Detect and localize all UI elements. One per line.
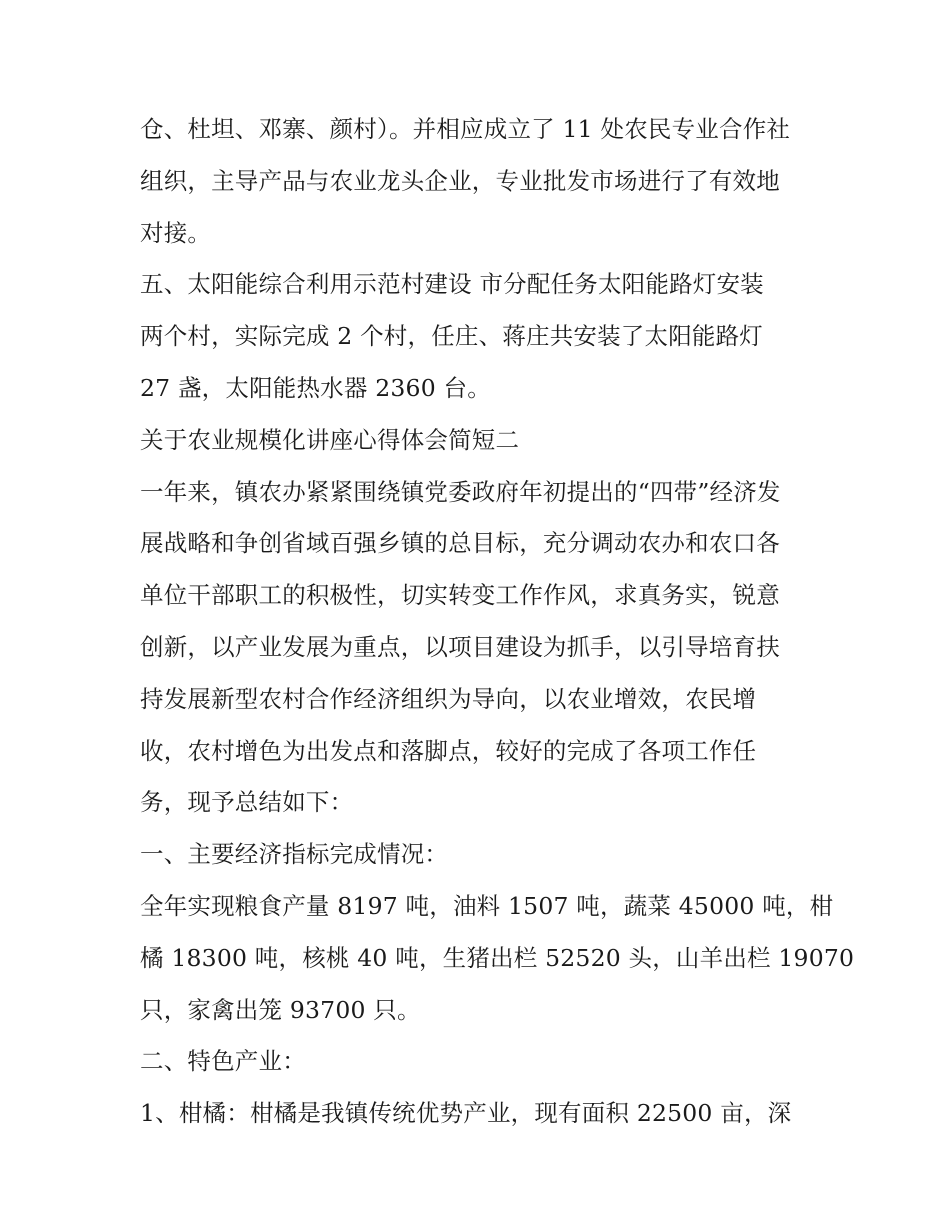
text-line: 对接。 <box>140 218 212 247</box>
text-line: 单位干部职工的积极性，切实转变工作作风，求真务实，锐意 <box>140 581 780 610</box>
text-line: 收，农村增色为出发点和落脚点，较好的完成了各项工作任 <box>140 736 757 765</box>
text-line: 创新，以产业发展为重点，以项目建设为抓手，以引导培育扶 <box>140 632 780 661</box>
text-line: 1、柑橘：柑橘是我镇传统优势产业，现有面积 22500 亩，深 <box>140 1099 792 1128</box>
document-title: 关于农业规模化讲座心得体会简短二 <box>140 425 520 454</box>
text-line: 组织，主导产品与农业龙头企业，专业批发市场进行了有效地 <box>140 166 780 195</box>
section-heading-two: 二、特色产业： <box>140 1047 306 1076</box>
document-body <box>140 104 855 1140</box>
text-line: 只，家禽出笼 93700 只。 <box>140 995 421 1024</box>
text-line: 橘 18300 吨，核桃 40 吨，生猪出栏 52520 头，山羊出栏 19070 <box>140 943 855 972</box>
text-line: 全年实现粮食产量 8197 吨，油料 1507 吨，蔬菜 45000 吨，柑 <box>140 891 834 920</box>
text-line: 展战略和争创省域百强乡镇的总目标，充分调动农办和农口各 <box>140 529 780 558</box>
section-heading-five: 五、太阳能综合利用示范村建设 市分配任务太阳能路灯安装 <box>140 270 764 299</box>
text-line: 仓、杜坦、邓寨、颜村）。并相应成立了 11 处农民专业合作社 <box>140 115 791 143</box>
text-line: 两个村，实际完成 2 个村，任庄、蒋庄共安装了太阳能路灯 <box>140 322 763 351</box>
text-line: 持发展新型农村合作经济组织为导向，以农业增效，农民增 <box>140 684 757 713</box>
section-heading-one: 一、主要经济指标完成情况： <box>140 840 449 869</box>
text-line: 27 盏，太阳能热水器 2360 台。 <box>140 373 491 402</box>
text-line: 务，现予总结如下： <box>140 788 354 817</box>
text-line: 一年来，镇农办紧紧围绕镇党委政府年初提出的“四带”经济发 <box>140 477 781 506</box>
